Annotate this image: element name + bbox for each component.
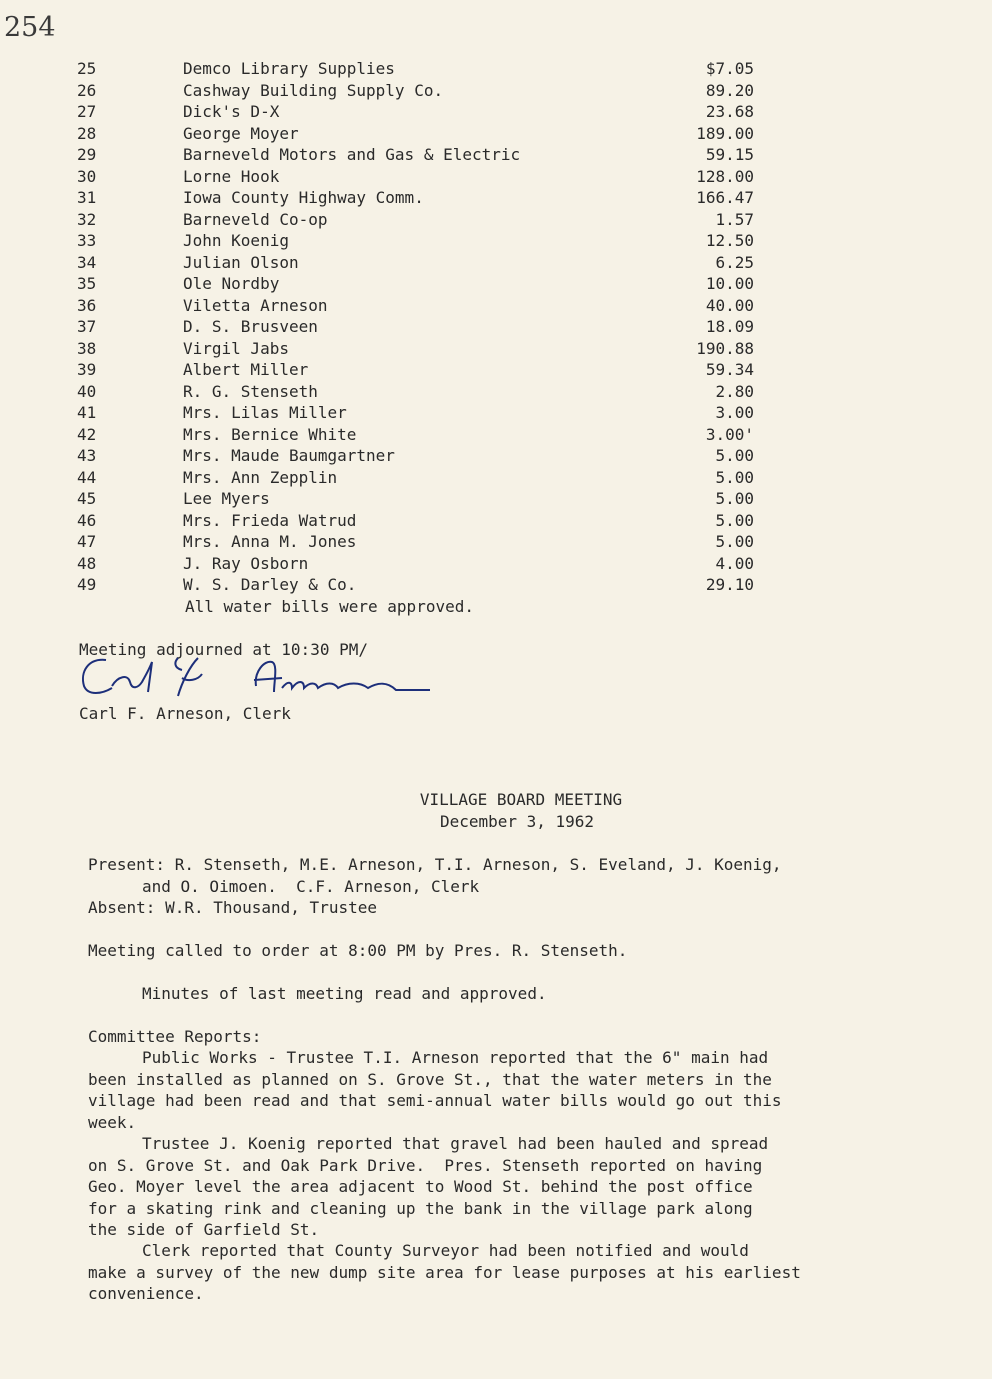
bill-row: [0, 80, 992, 102]
bill-amount: 59.34: [705, 360, 754, 379]
bill-amount: 3.00: [715, 403, 754, 422]
bill-amount: 166.47: [696, 188, 754, 207]
bill-amount: 2.80: [715, 381, 754, 401]
bill-amount: 89.20: [705, 80, 754, 100]
bill-payee: Julian Olson: [183, 252, 299, 272]
bill-payee: John Koenig: [183, 231, 289, 250]
bill-amount: $7.05: [705, 59, 754, 78]
bill-amount: 40.00: [705, 295, 754, 315]
bill-amount: 10.00: [705, 274, 754, 293]
bill-row: [0, 510, 992, 532]
bill-row: [0, 381, 992, 403]
bill-payee: W. S. Darley & Co.: [183, 575, 357, 594]
bill-row: [0, 402, 992, 424]
bill-amount: 3.00': [705, 424, 754, 444]
bill-number: 33: [77, 231, 97, 250]
bills-note: All water bills were approved.: [185, 597, 474, 616]
bill-amount: 23.68: [705, 102, 754, 121]
koenig-line-2: on S. Grove St. and Oak Park Drive. Pres. Stenseth reported on having: [88, 1156, 763, 1175]
bill-number: 47: [77, 532, 97, 551]
bill-number: 43: [77, 446, 97, 465]
bill-row: [0, 187, 992, 209]
bill-number: 42: [77, 424, 97, 444]
bill-payee: Mrs. Lilas Miller: [183, 403, 347, 422]
bill-payee: Lee Myers: [183, 489, 270, 508]
bill-number: 27: [77, 102, 97, 121]
koenig-line-1: Trustee J. Koenig reported that gravel had been hauled and spread: [142, 1134, 769, 1153]
bills-list: [0, 58, 992, 596]
bill-amount: 189.00: [696, 123, 754, 143]
bill-number: 40: [77, 381, 97, 401]
clerk-signature: [78, 652, 438, 702]
bill-amount: 12.50: [705, 231, 754, 250]
present-line-2: and O. Oimoen. C.F. Arneson, Clerk: [142, 877, 480, 896]
present-line-1: Present: R. Stenseth, M.E. Arneson, T.I. Arneson, S. Eveland, J. Koenig,: [88, 855, 782, 874]
bill-row: [0, 553, 992, 575]
bill-row: [0, 209, 992, 231]
bill-amount: 5.00: [715, 510, 754, 530]
bill-row: [0, 574, 992, 596]
clerk-report-line-2: make a survey of the new dump site area for lease purposes at his earliest: [88, 1263, 801, 1282]
meeting-date: December 3, 1962: [439, 812, 595, 831]
bill-amount: 1.57: [715, 209, 754, 229]
bill-row: [0, 316, 992, 338]
bill-payee: D. S. Brusveen: [183, 317, 318, 336]
bill-row: [0, 488, 992, 510]
bill-number: 37: [77, 317, 97, 336]
bill-number: 48: [77, 553, 97, 573]
public-works-line-4: week.: [88, 1113, 137, 1132]
bill-amount: 190.88: [696, 338, 754, 358]
bill-payee: Albert Miller: [183, 360, 309, 379]
bill-payee: Mrs. Bernice White: [183, 424, 357, 444]
bill-payee: Barneveld Motors and Gas & Electric: [183, 145, 521, 164]
bill-number: 28: [77, 123, 97, 143]
koenig-line-3: Geo. Moyer level the area adjacent to Wood St. behind the post office: [88, 1177, 753, 1196]
bill-row: [0, 295, 992, 317]
bill-payee: Barneveld Co-op: [183, 209, 328, 229]
bill-number: 39: [77, 360, 97, 379]
bill-payee: Ole Nordby: [183, 274, 280, 293]
bill-payee: Iowa County Highway Comm.: [183, 188, 424, 207]
bill-payee: Cashway Building Supply Co.: [183, 80, 444, 100]
bill-payee: Mrs. Maude Baumgartner: [183, 446, 395, 465]
public-works-line-3: village had been read and that semi-annual water bills would go out this: [88, 1091, 782, 1110]
clerk-report-line-3: convenience.: [88, 1284, 204, 1303]
bill-amount: 5.00: [715, 467, 754, 487]
bill-row: [0, 101, 992, 123]
called-to-order: Meeting called to order at 8:00 PM by Pres. R. Stenseth.: [88, 941, 628, 960]
bill-row: [0, 531, 992, 553]
bill-number: 45: [77, 489, 97, 508]
bill-number: 32: [77, 209, 97, 229]
meeting-title: VILLAGE BOARD MEETING: [419, 790, 623, 809]
bill-number: 46: [77, 510, 97, 530]
public-works-line-2: been installed as planned on S. Grove St., that the water meters in the: [88, 1070, 772, 1089]
absent-line: Absent: W.R. Thousand, Trustee: [88, 898, 377, 917]
bill-row: [0, 166, 992, 188]
bill-row: [0, 424, 992, 446]
bill-payee: Viletta Arneson: [183, 295, 328, 315]
bill-number: 36: [77, 295, 97, 315]
bill-row: [0, 252, 992, 274]
public-works-line-1: Public Works - Trustee T.I. Arneson reported that the 6" main had: [142, 1048, 769, 1067]
bill-row: [0, 123, 992, 145]
page-number: 254: [4, 12, 56, 43]
bill-row: [0, 467, 992, 489]
bill-number: 25: [77, 59, 97, 78]
bill-number: 29: [77, 145, 97, 164]
bill-amount: 5.00: [715, 489, 754, 508]
bill-row: [0, 338, 992, 360]
clerk-name: Carl F. Arneson, Clerk: [79, 704, 291, 723]
bill-number: 26: [77, 80, 97, 100]
bill-amount: 5.00: [715, 532, 754, 551]
bill-payee: Virgil Jabs: [183, 338, 289, 358]
bill-row: [0, 58, 992, 80]
bill-row: [0, 230, 992, 252]
bill-number: 34: [77, 252, 97, 272]
bill-payee: George Moyer: [183, 123, 299, 143]
bill-payee: Mrs. Ann Zepplin: [183, 467, 338, 487]
bill-payee: J. Ray Osborn: [183, 553, 309, 573]
bill-payee: R. G. Stenseth: [183, 381, 318, 401]
bill-amount: 5.00: [715, 446, 754, 465]
bill-row: [0, 144, 992, 166]
adjourn-line: Meeting adjourned at 10:30 PM/: [79, 640, 368, 659]
committee-reports-heading: Committee Reports:: [88, 1027, 262, 1046]
bill-amount: 59.15: [705, 145, 754, 164]
bill-amount: 128.00: [696, 166, 754, 186]
bill-payee: Mrs. Anna M. Jones: [183, 532, 357, 551]
bill-payee: Dick's D-X: [183, 102, 280, 121]
bill-row: [0, 445, 992, 467]
koenig-line-4: for a skating rink and cleaning up the bank in the village park along: [88, 1199, 753, 1218]
bill-amount: 4.00: [715, 553, 754, 573]
bill-number: 30: [77, 166, 97, 186]
bill-payee: Mrs. Frieda Watrud: [183, 510, 357, 530]
bill-payee: Demco Library Supplies: [183, 59, 395, 78]
minutes-approved: Minutes of last meeting read and approved.: [142, 984, 547, 1003]
clerk-report-line-1: Clerk reported that County Surveyor had been notified and would: [142, 1241, 749, 1260]
bill-payee: Lorne Hook: [183, 166, 280, 186]
bill-number: 44: [77, 467, 97, 487]
bill-row: [0, 273, 992, 295]
bill-amount: 29.10: [705, 575, 754, 594]
bill-number: 31: [77, 188, 97, 207]
bill-number: 35: [77, 274, 97, 293]
koenig-line-5: the side of Garfield St.: [88, 1220, 320, 1239]
bill-amount: 18.09: [705, 317, 754, 336]
bill-number: 38: [77, 338, 97, 358]
bill-number: 49: [77, 575, 97, 594]
bill-row: [0, 359, 992, 381]
bill-number: 41: [77, 403, 97, 422]
bill-amount: 6.25: [715, 252, 754, 272]
